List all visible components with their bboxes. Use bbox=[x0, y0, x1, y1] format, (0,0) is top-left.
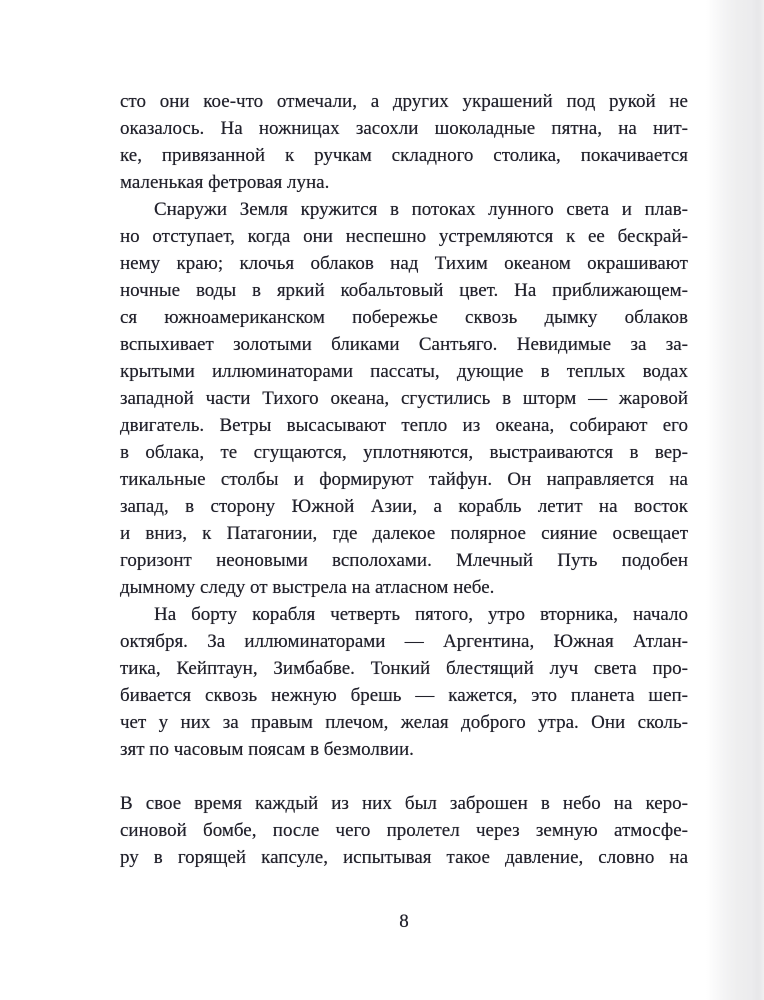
text-line: в облака, те сгущаются, уплотняются, выстраиваются в вер- bbox=[120, 442, 688, 463]
text-line: синовой бомбе, после чего пролетел через земную атмосфе- bbox=[120, 820, 688, 841]
text-line: октября. За иллюминаторами — Аргентина, Южная Атлан- bbox=[120, 631, 688, 652]
text-line: оказалось. На ножницах засохли шоколадные пятна, на нит- bbox=[120, 118, 688, 139]
text-line: и вниз, к Патагонии, где далекое полярное сияние освещает bbox=[120, 523, 688, 544]
text-line: На борту корабля четверть пятого, утро вторника, начало bbox=[154, 604, 688, 625]
text-line: Снаружи Земля кружится в потоках лунного света и плав- bbox=[154, 199, 688, 220]
text-line: ся южноамериканском побережье сквозь дымку облаков bbox=[120, 307, 688, 328]
text-line: западной части Тихого океана, сгустились в шторм — жаровой bbox=[120, 388, 688, 409]
text-line: горизонт неоновыми всполохами. Млечный Путь подобен bbox=[120, 550, 688, 571]
text-line: дымному следу от выстрела на атласном небе. bbox=[120, 577, 495, 598]
text-line: бивается сквозь нежную брешь — кажется, это планета шеп- bbox=[120, 685, 688, 706]
text-line: но отступает, когда они неспешно устремляются к ее бескрай- bbox=[120, 226, 688, 247]
text-line: ночные воды в яркий кобальтовый цвет. На приближающем- bbox=[120, 280, 688, 301]
paragraph bbox=[120, 601, 688, 763]
text-line: В свое время каждый из них был заброшен в небо на керо- bbox=[120, 793, 688, 814]
page-number: 8 bbox=[399, 911, 409, 932]
text-line: ру в горящей капсуле, испытывая такое давление, словно на bbox=[120, 847, 688, 868]
paragraph bbox=[120, 88, 688, 196]
text-line: маленькая фетровая луна. bbox=[120, 172, 330, 193]
text-line: тика, Кейптаун, Зимбабве. Тонкий блестящий луч света про- bbox=[120, 658, 688, 679]
text-line: вспыхивает золотыми бликами Сантьяго. Невидимые за за- bbox=[120, 334, 688, 355]
paragraph bbox=[120, 790, 688, 871]
page-edge-shadow-right bbox=[706, 0, 764, 1000]
text-line: сто они кое-что отмечали, а других украшений под рукой не bbox=[120, 91, 688, 112]
paragraph bbox=[120, 196, 688, 601]
page-text bbox=[120, 88, 688, 871]
text-line: ке, привязанной к ручкам складного столика, покачивается bbox=[120, 145, 688, 166]
text-line: крытыми иллюминаторами пассаты, дующие в теплых водах bbox=[120, 361, 688, 382]
text-line: зят по часовым поясам в безмолвии. bbox=[120, 739, 414, 760]
text-line: нему краю; клочья облаков над Тихим океаном окрашивают bbox=[120, 253, 688, 274]
text-line: запад, в сторону Южной Азии, а корабль летит на восток bbox=[120, 496, 688, 517]
text-line: чет у них за правым плечом, желая доброго утра. Они сколь- bbox=[120, 712, 688, 733]
text-line: двигатель. Ветры высасывают тепло из океана, собирают его bbox=[120, 415, 688, 436]
text-line: тикальные столбы и формируют тайфун. Он направляется на bbox=[120, 469, 688, 490]
